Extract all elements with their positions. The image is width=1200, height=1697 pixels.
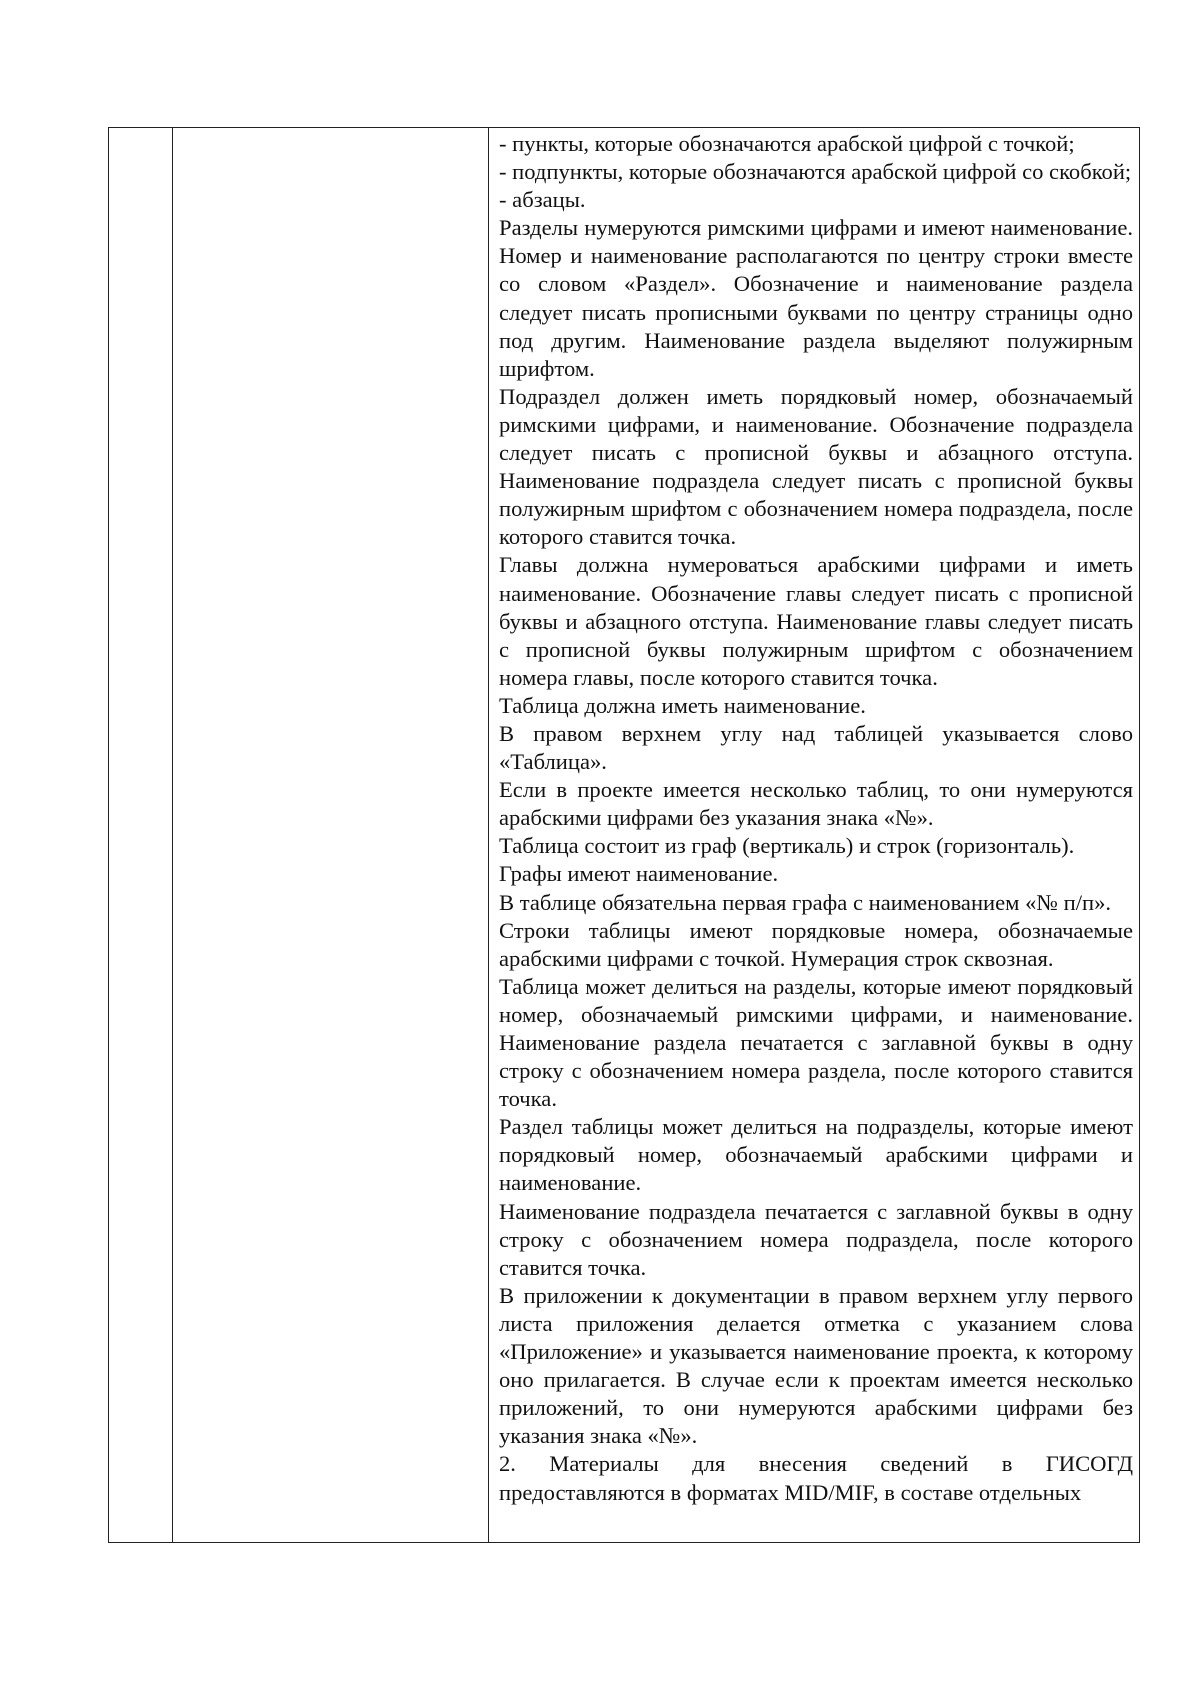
paragraph-subitems: - подпункты, которые обозначаются арабской цифрой со скобкой; <box>499 159 1132 185</box>
paragraph-sections: Разделы нумеруются римскими цифрами и имеют наименование. Номер и наименование располагаются по центру строки вместе со словом «Раздел». Обозначение и наименование раздела следует писать прописными буквами по центру страницы одно под другим. Наименование раздела выделяют полужирным шрифтом. <box>499 215 1133 381</box>
paragraph-table-word: В правом верхнем углу над таблицей указывается слово «Таблица». <box>499 720 1133 775</box>
requirements-text-cell <box>489 128 1139 1542</box>
paragraph-first-column: В таблице обязательна первая графа с наименованием «№ п/п». <box>499 889 1112 915</box>
paragraph-items: - пункты, которые обозначаются арабской цифрой с точкой; <box>499 131 1075 156</box>
paragraph-table-name: Таблица должна иметь наименование. <box>499 692 866 718</box>
paragraph-table-sections: Таблица может делиться на разделы, которые имеют порядковый номер, обозначаемый римскими цифрами, и наименование. Наименование раздела печатается с заглавной буквы в одну строку с обозначением номера раздела, после которого ставится точка. <box>499 973 1133 1112</box>
number-column-cell <box>109 128 173 1542</box>
paragraph-gisogd-materials: 2. Материалы для внесения сведений в ГИСОГД предоставляются в форматах MID/MIF, в составе отдельных <box>499 1451 1133 1505</box>
paragraph-table-subsections: Раздел таблицы может делиться на подразделы, которые имеют порядковый номер, обозначаемый арабскими цифрами и наименование. <box>499 1114 1133 1196</box>
paragraph-table-numbering: Если в проекте имеется несколько таблиц, то они нумеруются арабскими цифрами без указания знака «№». <box>499 777 1133 831</box>
paragraph-columns-named: Графы имеют наименование. <box>499 861 779 887</box>
paragraph-subsections: Подраздел должен иметь порядковый номер, обозначаемый римскими цифрами, и наименование. Обозначение подраздела следует писать с прописной буквы и абзацного отступа. Наименование подраздела следует писать с прописной буквы полужирным шрифтом с обозначением номера подраздела, после которого ставится точка. <box>499 383 1133 550</box>
paragraph-chapters: Главы должна нумероваться арабскими цифрами и иметь наименование. Обозначение главы следует писать с прописной буквы и абзацного отступа. Наименование главы следует писать с прописной буквы полужирным шрифтом с обозначением номера главы, после которого ставится точка. <box>499 552 1133 690</box>
paragraph-abzacy: - абзацы. <box>499 187 586 213</box>
paragraph-row-numbers: Строки таблицы имеют порядковые номера, обозначаемые арабскими цифрами с точкой. Нумерация строк сквозная. <box>499 917 1133 971</box>
paragraph-table-structure: Таблица состоит из граф (вертикаль) и строк (горизонталь). <box>499 833 1075 859</box>
paragraph-appendix: В приложении к документации в правом верхнем углу первого листа приложения делается отметка с указанием слова «Приложение» и указывается наименование проекта, к которому оно прилагается. В случае если к проектам имеется несколько приложений, то они нумеруются арабскими цифрами без указания знака «№». <box>499 1282 1133 1449</box>
paragraph-subsection-title: Наименование подраздела печатается с заглавной буквы в одну строку с обозначением номера подраздела, после которого ставится точка. <box>499 1198 1133 1280</box>
name-column-cell <box>173 128 489 1542</box>
document-table <box>108 127 1140 1543</box>
